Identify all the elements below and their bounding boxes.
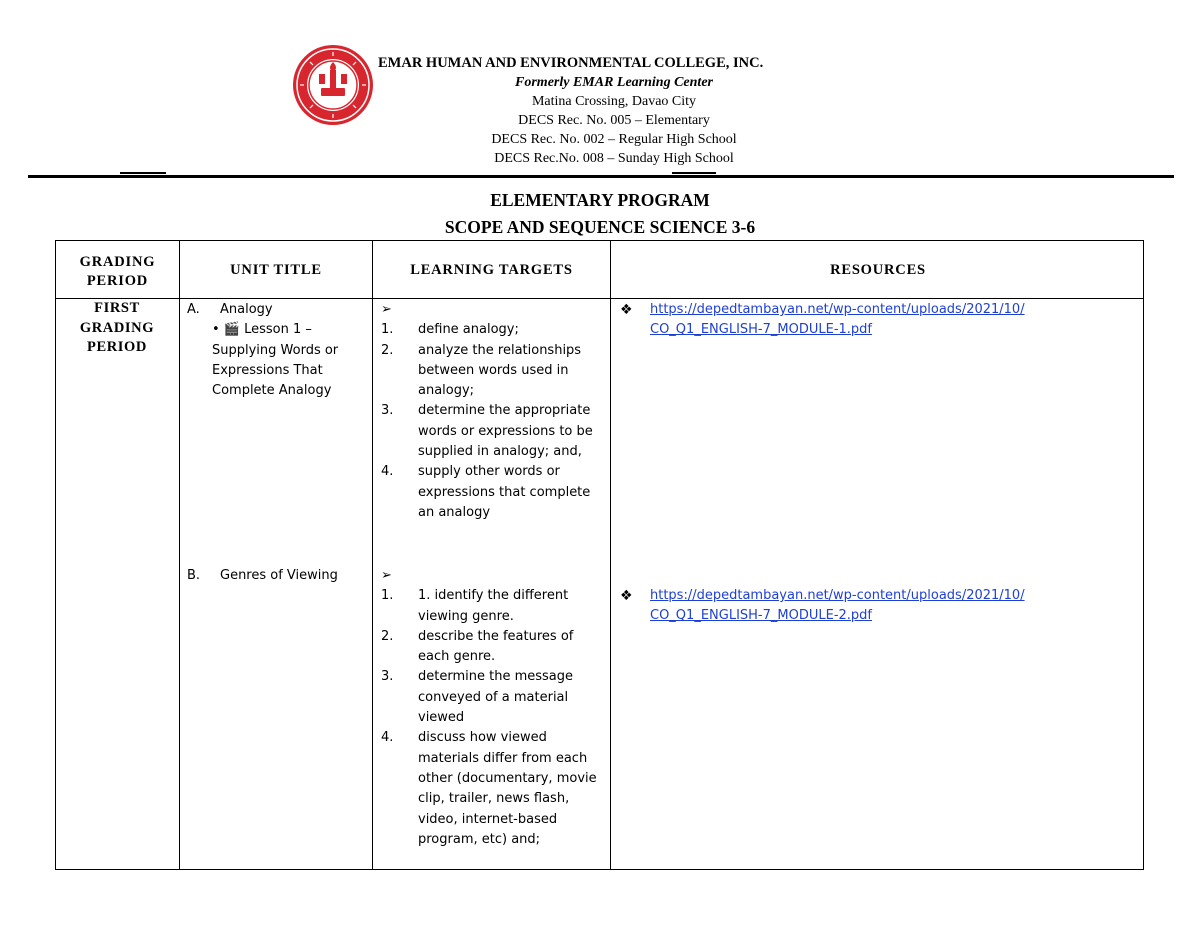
unit-letter: B.	[187, 568, 201, 583]
list-item	[381, 667, 607, 728]
target-bullet: ➢	[381, 568, 392, 583]
grading-period-cell: FIRST GRADING PERIOD	[79, 300, 155, 355]
unit-title: Genres of Viewing	[220, 568, 338, 583]
list-item	[381, 627, 607, 668]
column-divider	[610, 241, 611, 869]
school-seal-icon	[292, 44, 374, 126]
target-number: 2.	[381, 628, 394, 644]
unit-a-resources	[620, 300, 1140, 341]
list-item	[381, 728, 607, 850]
header-divider	[28, 175, 1174, 178]
list-item	[381, 462, 607, 523]
target-number: 1.	[381, 588, 394, 604]
target-text: analyze the relationships between words used in analogy;	[418, 342, 582, 399]
list-item	[381, 586, 607, 627]
target-number: 1.	[381, 322, 394, 338]
recognition-elementary: DECS Rec. No. 005 – Elementary	[518, 113, 710, 128]
target-text: supply other words or expressions that complete an analogy	[418, 464, 591, 520]
target-list	[381, 586, 607, 850]
target-number: 3.	[381, 403, 394, 419]
target-text: determine the message conveyed of a material viewed	[418, 669, 573, 726]
resource-link[interactable]: https://depedtambayan.net/wp-content/uploads/2021/10/ CO_Q1_ENGLISH-7_MODULE-1.pdf	[650, 302, 1025, 338]
scope-sequence-title: SCOPE AND SEQUENCE SCIENCE 3-6	[444, 217, 756, 237]
target-number: 3.	[381, 669, 394, 685]
resource-link[interactable]: https://depedtambayan.net/wp-content/uploads/2021/10/ CO_Q1_ENGLISH-7_MODULE-2.pdf	[650, 588, 1025, 624]
program-title: ELEMENTARY PROGRAM	[490, 190, 710, 210]
unit-b-resources	[620, 586, 1140, 627]
column-divider	[372, 241, 373, 869]
unit-letter: A.	[187, 302, 200, 317]
unit-b-targets	[381, 566, 607, 850]
target-number: 4.	[381, 464, 394, 480]
school-former-name: Formerly EMAR Learning Center	[515, 75, 713, 90]
school-address: Matina Crossing, Davao City	[531, 94, 697, 109]
recognition-regular-high-school: DECS Rec. No. 002 – Regular High School	[491, 132, 737, 147]
target-bullet: ➢	[381, 302, 392, 317]
target-text: 1. identify the different viewing genre.	[418, 588, 569, 624]
recognition-sunday-high-school: DECS Rec.No. 008 – Sunday High School	[494, 151, 734, 166]
unit-lesson: • 🎬 Lesson 1 – Supplying Words or Expressions That Complete Analogy	[212, 322, 339, 399]
column-divider	[179, 241, 180, 869]
school-name: EMAR HUMAN AND ENVIRONMENTAL COLLEGE, INC.	[378, 55, 764, 71]
target-text: discuss how viewed materials differ from each other (documentary, movie clip, trailer, news flash, video, internet-based program, etc) and;	[418, 730, 597, 847]
resource-bullet-icon: ❖	[620, 588, 633, 604]
list-item	[381, 401, 607, 462]
header-rule-accent-left	[120, 172, 166, 174]
resource-bullet-icon: ❖	[620, 302, 633, 318]
target-text: describe the features of each genre.	[418, 628, 574, 665]
header-rule-accent-right	[672, 172, 716, 174]
target-list	[381, 320, 607, 523]
target-number: 4.	[381, 730, 394, 746]
unit-title: Analogy	[220, 302, 273, 317]
unit-a-targets	[381, 300, 607, 523]
unit-a	[187, 300, 367, 401]
target-text: determine the appropriate words or expressions to be supplied in analogy; and,	[418, 403, 593, 460]
scope-sequence-table	[55, 240, 1144, 870]
header-unit-title: UNIT TITLE	[230, 262, 322, 278]
header-row-divider	[56, 298, 1143, 299]
header-grading-period: GRADING PERIOD	[79, 254, 156, 289]
list-item	[381, 341, 607, 402]
list-item	[381, 320, 607, 340]
header-learning-targets: LEARNING TARGETS	[410, 262, 573, 278]
unit-b	[187, 566, 367, 586]
header-resources: RESOURCES	[830, 262, 926, 278]
target-number: 2.	[381, 342, 394, 358]
target-text: define analogy;	[418, 322, 519, 338]
